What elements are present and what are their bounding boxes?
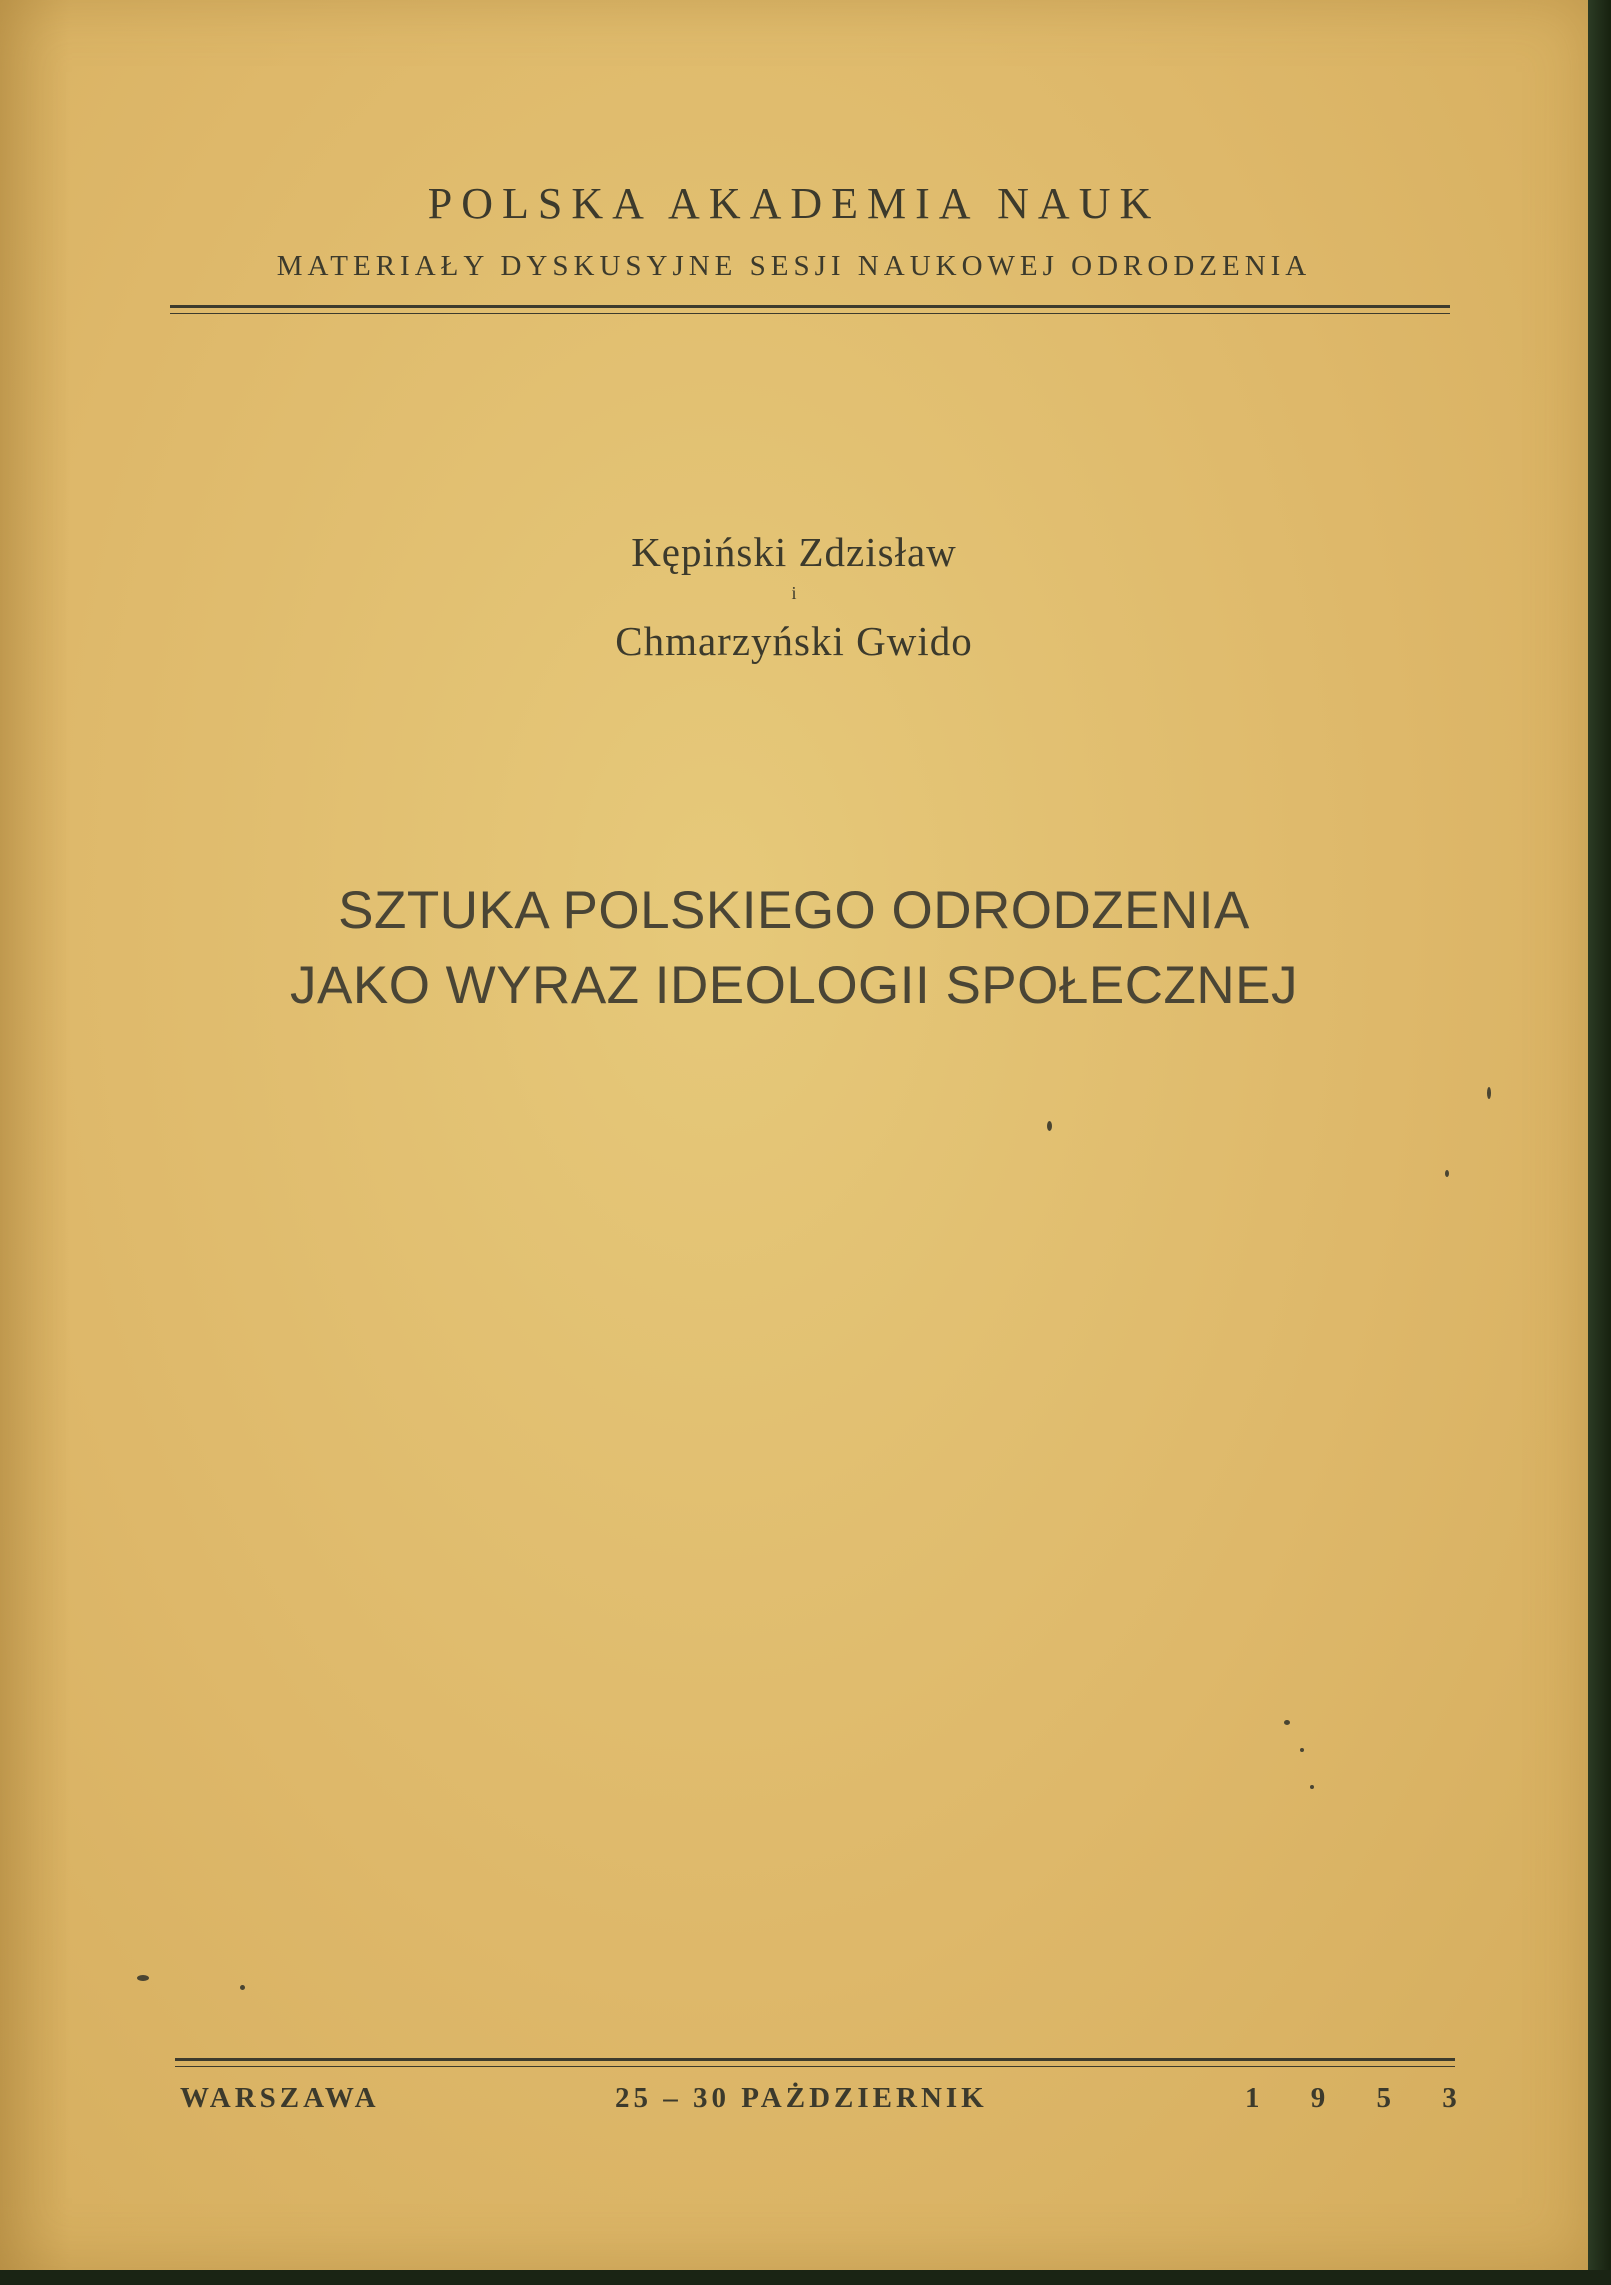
- cover-spine-shadow: [0, 0, 70, 2270]
- footer-rule-top: [175, 2058, 1455, 2061]
- institution-name: POLSKA AKADEMIA NAUK: [427, 179, 1161, 228]
- author-first: Kępiński Zdzisław: [631, 529, 957, 575]
- scan-background-bottom: [0, 2270, 1611, 2285]
- paper-speck: [1445, 1170, 1449, 1177]
- paper-speck: [1310, 1785, 1314, 1789]
- paper-speck: [1284, 1720, 1290, 1725]
- publication-year: 1 9 5 3: [1245, 2082, 1479, 2114]
- paper-speck: [137, 1975, 149, 1981]
- publication-city: WARSZAWA: [180, 2082, 380, 2114]
- header-rule-bottom: [170, 313, 1450, 314]
- scan-background-right: [1588, 0, 1611, 2285]
- author-conjunction: i: [791, 583, 797, 603]
- author-second: Chmarzyński Gwido: [615, 618, 973, 664]
- session-dates: 25 – 30 PAŻDZIERNIK: [615, 2082, 988, 2114]
- footer-rule-bottom: [175, 2066, 1455, 2067]
- header-rule-top: [170, 305, 1450, 308]
- book-title-line-2: JAKO WYRAZ IDEOLOGII SPOŁECZNEJ: [290, 956, 1298, 1015]
- book-title-line-1: SZTUKA POLSKIEGO ODRODZENIA: [338, 881, 1250, 940]
- paper-speck: [1487, 1087, 1491, 1099]
- series-title: MATERIAŁY DYSKUSYJNE SESJI NAUKOWEJ ODRODZENIA: [276, 250, 1312, 282]
- paper-speck: [1300, 1748, 1304, 1752]
- paper-speck: [1047, 1121, 1052, 1131]
- paper-speck: [240, 1985, 245, 1990]
